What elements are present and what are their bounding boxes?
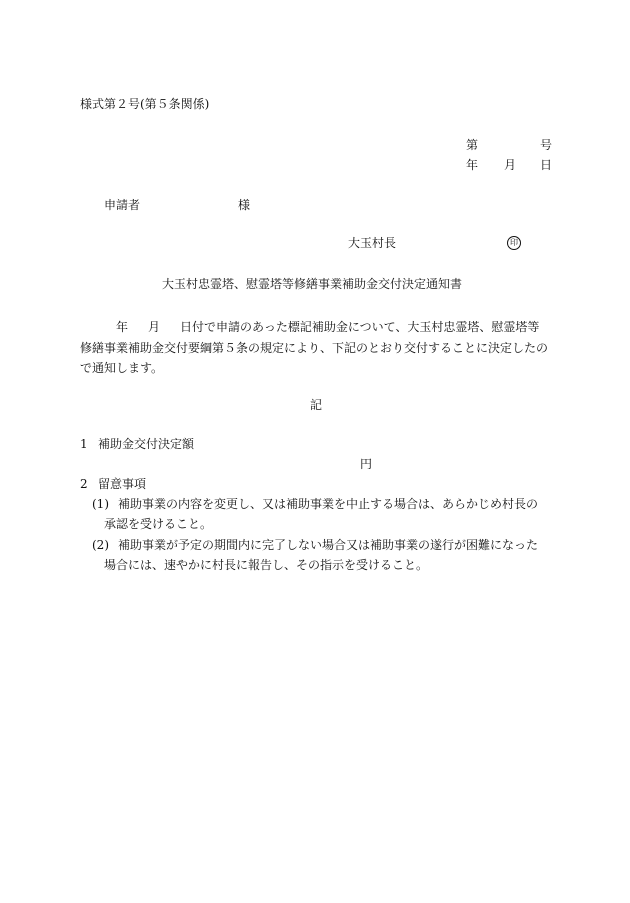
body-date-year: 年: [116, 320, 129, 334]
issuer-name: 大玉村長: [348, 236, 397, 250]
doc-number-suffix: 号: [540, 138, 553, 152]
sub2-number: (2): [92, 538, 109, 552]
item2-label: 留意事項: [98, 477, 147, 491]
sub2-line2: 場合には、速やかに村長に報告し、その指示を受けること。: [104, 558, 429, 572]
date-month: 月: [504, 158, 517, 172]
sub1-line2: 承認を受けること。: [104, 517, 213, 531]
sub1-line1: 補助事業の内容を変更し、又は補助事業を中止する場合は、あらかじめ村長の: [118, 497, 539, 511]
body-line-1: [80, 317, 558, 338]
document-title: 大玉村忠霊塔、慰霊塔等修繕事業補助金交付決定通知書: [162, 277, 463, 291]
doc-number-prefix: 第: [466, 138, 479, 152]
body-date-month: 月: [148, 320, 161, 334]
item1-label: 補助金交付決定額: [98, 437, 195, 451]
form-label: 様式第２号(第５条関係): [80, 97, 210, 111]
body-line-3: で通知します。: [80, 361, 164, 375]
addressee-label: 申請者: [104, 198, 141, 212]
seal-mark: 印: [507, 236, 521, 250]
sub2-line1: 補助事業が予定の期間内に完了しない場合又は補助事業の遂行が困難になった: [118, 538, 539, 552]
item1-number: 1: [80, 437, 88, 451]
body-line-2: 修繕事業補助金交付要綱第５条の規定により、下記のとおり交付することに決定したの: [80, 340, 549, 355]
body-line-1-rest: 日付で申請のあった標記補助金について、大玉村忠霊塔、慰霊塔等: [180, 320, 540, 334]
sub1-number: (1): [92, 497, 109, 511]
ki-heading: 記: [310, 398, 323, 412]
item2-number: 2: [80, 477, 88, 491]
body-paragraph: [80, 317, 558, 379]
date-year: 年: [466, 158, 479, 172]
date-day: 日: [540, 158, 553, 172]
item1-unit: 円: [360, 457, 373, 471]
addressee-honorific: 様: [238, 198, 251, 212]
